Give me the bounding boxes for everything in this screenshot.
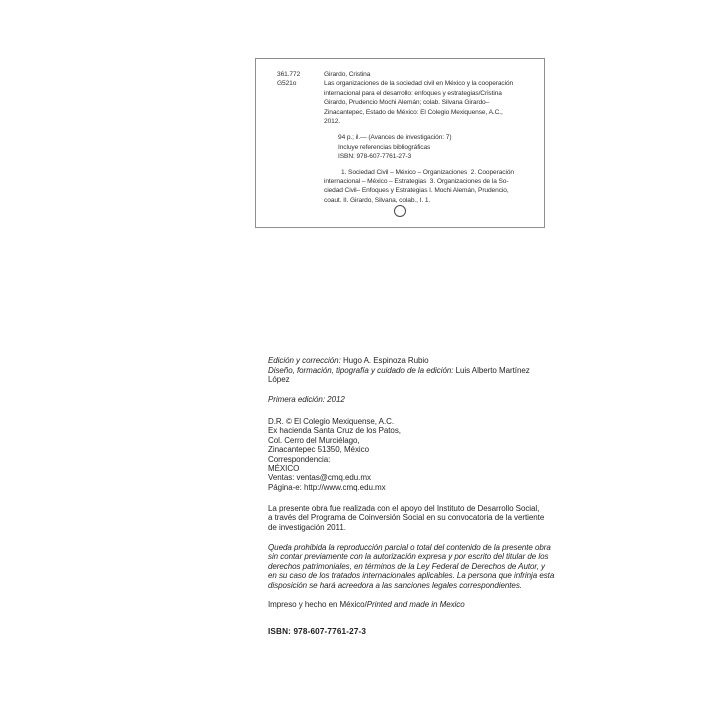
website-line: Página-e: http://www.cmq.edu.mx	[268, 482, 386, 492]
design-credit-line	[268, 366, 530, 376]
edition-credits	[268, 356, 530, 385]
editing-credit-name: Hugo A. Espinoza Rubio	[340, 356, 429, 365]
cip-content	[256, 59, 544, 205]
legal-notice-line: derechos patrimoniales, en términos de la Ley Federal de Derechos de Autor, y	[268, 561, 545, 571]
cip-catalog-box	[255, 58, 545, 228]
call-number	[277, 70, 322, 205]
legal-notice-line: en su caso de los tratados internacionales aplicables. La persona que infrinja esta	[268, 571, 555, 581]
catalog-entry	[324, 70, 539, 205]
design-credit-name: Luis Alberto Martínez	[453, 365, 530, 375]
legal-notice-line: disposición se hará acreedora a las sanciones legales correspondientes.	[268, 580, 522, 590]
subject-line: coaut. II. Girardo, Silvana, colab., I. 1.	[324, 196, 431, 204]
country-line: MÉXICO	[268, 464, 300, 474]
address-line: Zinacantepec 51350, México	[268, 445, 369, 455]
legal-notice-line: sin contar previamente con la autorización expresa y por escrito del titular de los	[268, 552, 549, 562]
circle-mark-icon	[394, 205, 406, 217]
physical-description	[338, 133, 539, 161]
subject-line: internacional – México – Estrategias 3. Organizaciones de la So-	[324, 178, 509, 186]
legal-notice	[268, 543, 554, 590]
sales-email-line: Ventas: ventas@cmq.edu.mx	[268, 473, 371, 483]
main-entry-author: Girardo, Cristina	[324, 71, 371, 78]
publisher-block	[268, 417, 401, 492]
correspondence-label: Correspondencia:	[268, 454, 331, 464]
editing-credit-label: Edición y corrección:	[268, 356, 341, 365]
funding-note-line: La presente obra fue realizada con el apoyo del Instituto de Desarrollo Social,	[268, 504, 540, 513]
title-statement-line: 2012.	[324, 118, 341, 126]
subject-line: ciedad Civil– Enfoques y Estrategias I. Mochi Alemán, Prudencio,	[324, 187, 509, 195]
call-number-class: 361.772	[277, 71, 301, 78]
design-credit-name-wrap: López	[268, 375, 290, 384]
legal-notice-line: Queda prohibida la reproducción parcial o total del contenido de la presente obra	[268, 543, 551, 552]
isbn-line: ISBN: 978-607-7761-27-3	[268, 627, 367, 636]
cip-isbn-line: ISBN: 978-607-7761-27-3	[338, 153, 412, 161]
copyright-line: D.R. © El Colegio Mexiquense, A.C.	[268, 417, 395, 426]
subject-tracings	[324, 168, 539, 206]
funding-note	[268, 504, 544, 532]
printed-in-mexico-note	[268, 600, 465, 610]
title-statement-line: Zinacantepec, Estado de México: El Colegio Mexiquense, A.C.,	[324, 108, 503, 116]
call-number-cutter: G521o	[277, 80, 297, 88]
address-line: Ex hacienda Santa Cruz de los Patos,	[268, 426, 401, 436]
collation-line: 94 p.; il.— (Avances de investigación: 7)	[338, 134, 452, 142]
title-statement-line: Girardo, Prudencio Mochi Alemán; colab. Silvana Girardo–	[324, 99, 490, 107]
first-edition-note: Primera edición: 2012	[268, 395, 345, 404]
title-statement-line: Las organizaciones de la sociedad civil en México y la cooperación	[324, 80, 514, 88]
address-line: Col. Cerro del Murciélago,	[268, 435, 360, 445]
printed-note-english: Printed and made in Mexico	[366, 600, 465, 609]
funding-note-line: de investigación 2011.	[268, 522, 346, 532]
design-credit-label: Diseño, formación, tipografía y cuidado de la edición:	[268, 365, 454, 375]
subject-line: 1. Sociedad Civil – México – Organizaciones 2. Cooperación	[341, 168, 514, 176]
funding-note-line: a través del Programa de Coinversión Social en su convocatoria de la vertiente	[268, 513, 545, 523]
references-note: Incluye referencias bibliográficas	[338, 143, 431, 151]
title-statement-line: internacional para el desarrollo: enfoques y estrategias/Cristina	[324, 89, 502, 97]
printed-note-spanish: Impreso y hecho en México/	[268, 600, 367, 609]
editing-credit-line	[268, 356, 530, 366]
